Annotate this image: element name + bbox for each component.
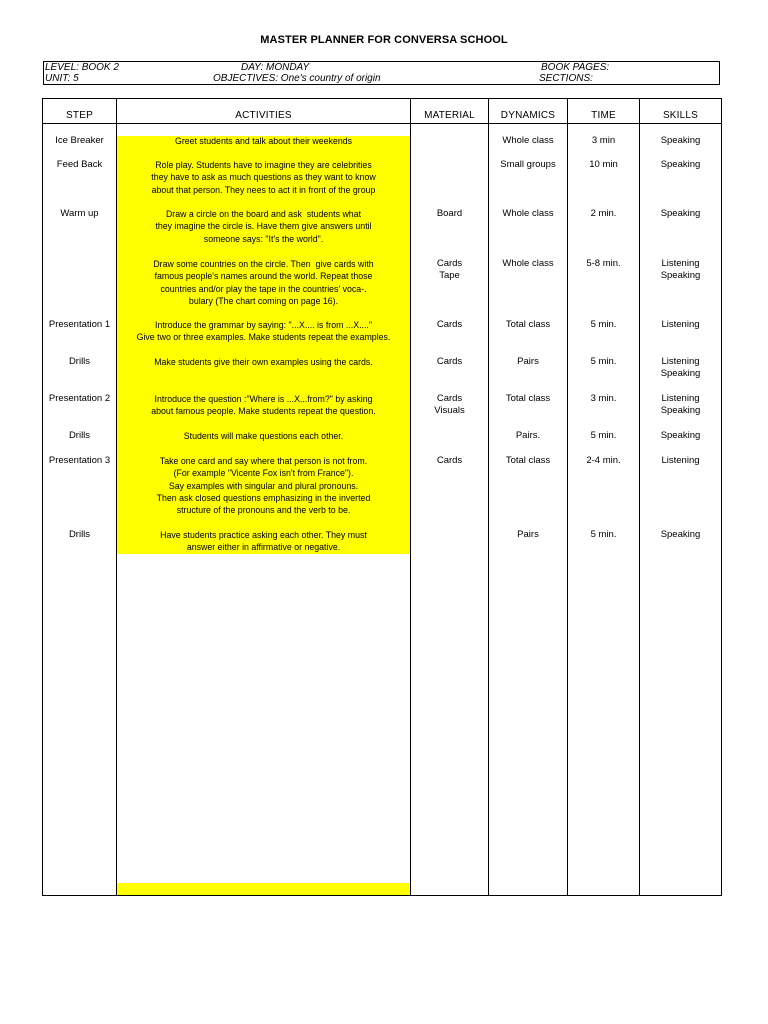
- book-pages-label: BOOK PAGES:: [541, 62, 610, 73]
- header-step: STEP: [66, 110, 93, 121]
- activity-cell: Greet students and talk about their weekends: [174, 136, 353, 146]
- skills-cell: Speaking: [660, 135, 701, 146]
- header-top-line: [42, 98, 722, 99]
- page-title: MASTER PLANNER FOR CONVERSA SCHOOL: [260, 34, 508, 46]
- step-cell: Drills: [68, 430, 91, 441]
- header-dynamics: DYNAMICS: [500, 110, 556, 121]
- dynamics-cell: Whole class: [502, 135, 554, 146]
- dynamics-cell: Pairs: [517, 529, 539, 540]
- step-cell: Presentation 2: [48, 393, 111, 404]
- step-cell: Presentation 3: [48, 455, 111, 466]
- material-cell: Cards: [436, 319, 463, 330]
- time-cell: 5 min.: [590, 430, 617, 441]
- activity-cell: Role play. Students have to imagine they are celebrities they have to ask as much questions as they want to know about that person. They nees to act it in front of the group: [151, 160, 376, 195]
- skills-cell: Listening Speaking: [660, 258, 701, 282]
- table-bottom-line: [42, 895, 722, 896]
- activity-cell: Draw a circle on the board and ask students what they imagine the circle is. Have them give answers until someone says: "It's the world".: [155, 209, 372, 244]
- material-cell: Board: [436, 208, 463, 219]
- header-separator: [42, 123, 722, 124]
- time-cell: 5-8 min.: [586, 258, 621, 269]
- activity-cell: Introduce the question :"Where is ...X...from?" by asking about famous people. Make students repeat the question.: [151, 394, 376, 417]
- activity-cell: Students will make questions each other.: [183, 431, 344, 441]
- header-material: MATERIAL: [424, 110, 475, 121]
- dynamics-cell: Pairs: [517, 356, 539, 367]
- material-cell: Cards: [436, 455, 463, 466]
- step-cell: Drills: [68, 356, 91, 367]
- dynamics-cell: Whole class: [502, 258, 554, 269]
- skills-cell: Listening: [661, 455, 700, 466]
- day-label: DAY: MONDAY: [241, 62, 310, 73]
- step-cell: Presentation 1: [48, 319, 111, 330]
- dynamics-cell: Total class: [505, 319, 551, 330]
- skills-cell: Listening Speaking: [660, 393, 701, 417]
- dynamics-cell: Total class: [505, 393, 551, 404]
- step-cell: Feed Back: [56, 159, 103, 170]
- activity-cell: Make students give their own examples using the cards.: [154, 357, 373, 367]
- dynamics-cell: Whole class: [502, 208, 554, 219]
- header-skills: SKILLS: [662, 110, 699, 121]
- activity-cell: Have students practice asking each other. They must answer either in affirmative or negative.: [160, 530, 367, 553]
- dynamics-cell: Pairs.: [515, 430, 541, 441]
- header-activities: ACTIVITIES: [235, 110, 292, 121]
- material-cell: Cards Tape: [436, 258, 463, 282]
- sections-label: SECTIONS:: [539, 73, 593, 84]
- step-cell: Warm up: [60, 208, 99, 219]
- activity-cell: Introduce the grammar by saying: "...X.... is from ...X...." Give two or three examples. Make students repeat the examples.: [136, 320, 391, 343]
- skills-cell: Speaking: [660, 430, 701, 441]
- time-cell: 2 min.: [590, 208, 617, 219]
- planner-table: [42, 98, 722, 896]
- activity-cell: Draw some countries on the circle. Then give cards with famous people's names around the world. Repeat those countries and/or play the tape in the countries' voca-. bulary (The chart coming on page 16).: [153, 259, 374, 306]
- time-cell: 10 min: [589, 159, 618, 170]
- time-cell: 3 min: [591, 135, 616, 146]
- material-cell: Cards: [436, 356, 463, 367]
- dynamics-cell: Small groups: [500, 159, 556, 170]
- time-cell: 5 min.: [590, 529, 617, 540]
- activity-cell: Take one card and say where that person is not from. (For example "Vicente Fox isn't from France"). Say examples with singular and plural pronouns. Then ask closed questions emphasizing in the inverted structure of the pronouns and the verb to be.: [156, 456, 371, 516]
- step-cell: Ice Breaker: [55, 135, 104, 146]
- dynamics-cell: Total class: [505, 455, 551, 466]
- skills-cell: Listening Speaking: [660, 356, 701, 380]
- material-cell: Cards Visuals: [434, 393, 465, 417]
- time-cell: 2-4 min.: [586, 455, 621, 466]
- time-cell: 5 min.: [590, 319, 617, 330]
- time-cell: 5 min.: [590, 356, 617, 367]
- skills-cell: Listening: [661, 319, 700, 330]
- column-divider: [721, 98, 722, 896]
- step-cell: Drills: [68, 529, 91, 540]
- skills-cell: Speaking: [660, 159, 701, 170]
- info-box: [43, 61, 720, 85]
- skills-cell: Speaking: [660, 529, 701, 540]
- time-cell: 3 min.: [590, 393, 617, 404]
- header-time: TIME: [591, 110, 616, 121]
- objectives-label: OBJECTIVES: One's country of origin: [213, 73, 381, 84]
- skills-cell: Speaking: [660, 208, 701, 219]
- unit-label: UNIT: 5: [45, 73, 79, 84]
- level-label: LEVEL: BOOK 2: [45, 62, 119, 73]
- activities-highlight-bottom: [117, 883, 410, 895]
